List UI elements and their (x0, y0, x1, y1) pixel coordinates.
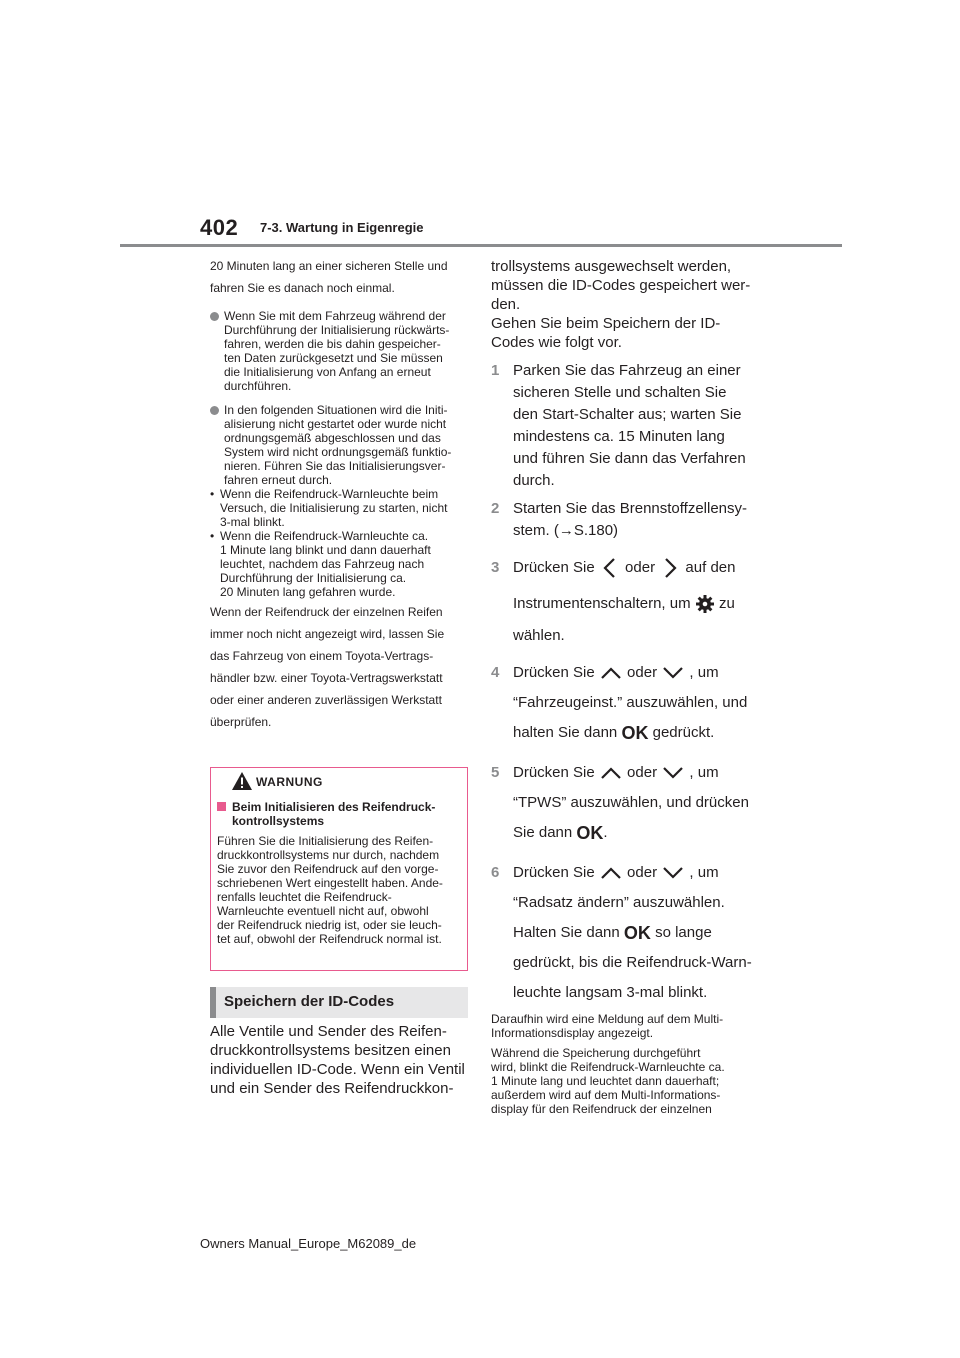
warning-body (217, 800, 463, 946)
sub-line: leuchtet, nachdem das Fahrzeug nach (220, 557, 425, 571)
warning-line: tet auf, obwohl der Reifendruck normal ist. (217, 932, 442, 946)
section-heading (210, 987, 468, 1018)
bullet-line: die Initialisierung von Anfang an erneut (224, 365, 431, 379)
header-rule (120, 244, 842, 247)
warning-line: Warnleuchte eventuell nicht auf, obwohl (217, 904, 429, 918)
square-bullet-icon (217, 802, 226, 811)
paragraph-line: und ein Sender des Reifendruckkon- (210, 1080, 454, 1097)
chevron-down-icon (661, 864, 685, 882)
bullet-icon (210, 312, 219, 321)
warning-text (217, 834, 463, 946)
sub-bullet-icon: • (210, 487, 215, 501)
step-number: 2 (491, 500, 500, 517)
step-text: zu (718, 595, 735, 612)
closing-line: das Fahrzeug von einem Toyota-Vertrags- (210, 649, 434, 663)
bullet-line: Durchführung der Initialisierung rückwärts- (224, 323, 450, 337)
intro-line: Codes wie folgt vor. (491, 334, 622, 351)
step-text: , um (689, 664, 719, 681)
intro-line: Gehen Sie beim Speichern der ID- (491, 315, 721, 332)
sub-line: Wenn die Reifendruck-Warnleuchte ca. (220, 529, 429, 543)
ok-icon: OK (621, 723, 649, 744)
paragraph-line: Alle Ventile und Sender des Reifen- (210, 1023, 447, 1040)
ok-icon: OK (623, 923, 651, 944)
right-column (491, 255, 753, 1116)
left-column (210, 255, 472, 733)
step-number: 6 (491, 864, 500, 882)
sub-bullet-icon: • (210, 529, 215, 543)
step-4 (491, 658, 753, 748)
warning-line: Führen Sie die Initialisierung des Reifen- (217, 834, 434, 848)
step-number: 5 (491, 764, 500, 782)
section-title: 7-3. Wartung in Eigenregie (260, 220, 424, 235)
step-text: gedrückt, bis die Reifendruck-Warn- (513, 954, 752, 972)
note-line: Informationsdisplay angezeigt. (491, 1026, 654, 1041)
note-line: Daraufhin wird eine Meldung auf dem Multi- (491, 1012, 724, 1027)
note-line: außerdem wird auf dem Multi-Informations- (491, 1088, 721, 1103)
note-2 (491, 1046, 753, 1116)
warning-header (211, 768, 467, 798)
step-number: 3 (491, 559, 500, 576)
bullet-line: ordnungsgemäß abgeschlossen und das (224, 431, 441, 445)
bullet-item (210, 309, 472, 393)
step-2 (491, 498, 753, 542)
chevron-left-icon (599, 556, 621, 580)
step-text: auf den (685, 559, 736, 576)
step-text: Instrumentenschaltern, um (513, 595, 691, 612)
page-number: 402 (200, 215, 239, 240)
closing-line: oder einer anderen zuverlässigen Werkstatt (210, 693, 442, 707)
sub-line: Versuch, die Initialisierung zu starten, nicht (220, 501, 448, 515)
bullet-line: alisierung nicht gestartet oder wurde nicht (224, 417, 447, 431)
note-line: 1 Minute lang und leuchtet dann dauerhaft; (491, 1074, 720, 1089)
bullet-line: nieren. Führen Sie das Initialisierungsver- (224, 459, 446, 473)
sub-line: 20 Minuten lang gefahren wurde. (220, 585, 396, 599)
step-text: oder (627, 864, 658, 882)
chevron-down-icon (661, 664, 685, 682)
intro-line: 20 Minuten lang an einer sicheren Stelle und (210, 259, 448, 273)
warning-line: renfalls leuchtet die Reifendruck- (217, 890, 392, 904)
note-1 (491, 1012, 753, 1040)
bullet-line: In den folgenden Situationen wird die Initi- (224, 403, 448, 417)
step-line: und führen Sie dann das Verfahren (513, 450, 746, 467)
warning-subtitle-line: Beim Initialisieren des Reifendruck- (232, 800, 436, 814)
chevron-up-icon (599, 864, 623, 882)
chevron-right-icon (659, 556, 681, 580)
step-line: Parken Sie das Fahrzeug an einer (513, 362, 741, 379)
warning-line: schriebenen Wert eingestellt haben. Ande- (217, 876, 443, 890)
closing-line: händler bzw. einer Toyota-Vertragswerkstatt (210, 671, 443, 685)
closing-line: immer noch nicht angezeigt wird, lassen Sie (210, 627, 445, 641)
sub-line: Durchführung der Initialisierung ca. (220, 571, 407, 585)
closing-line: Wenn der Reifendruck der einzelnen Reifen (210, 605, 443, 619)
intro-line: müssen die ID-Codes gespeichert wer- (491, 277, 751, 294)
step-5 (491, 758, 753, 848)
gear-icon (695, 594, 715, 614)
step-number: 4 (491, 664, 500, 681)
closing-paragraph (210, 601, 472, 733)
step-text: halten Sie dann (513, 724, 618, 741)
step-6 (491, 858, 753, 1008)
step-line: Starten Sie das Brennstoffzellensy- (513, 500, 748, 517)
sub-line: Wenn die Reifendruck-Warnleuchte beim (220, 487, 439, 501)
step-text: “Fahrzeugeinst.” auszuwählen, und (513, 694, 748, 711)
step-text: “Radsatz ändern” auszuwählen. (513, 894, 725, 912)
step-text: Drücken Sie (513, 864, 595, 882)
step-text: wählen. (513, 627, 565, 644)
intro-line: den. (491, 296, 521, 313)
step-text: so lange (655, 924, 712, 942)
sub-list-item (210, 529, 472, 599)
step-text: oder (627, 764, 658, 782)
warning-line: der Reifendruck niedrig ist, oder sie leuch- (217, 918, 442, 932)
step-line: sicheren Stelle und schalten Sie (513, 384, 727, 401)
step-line: den Start-Schalter aus; warten Sie (513, 406, 742, 423)
ok-icon: OK (576, 823, 604, 844)
step-line: stem. (→S.180) (513, 522, 619, 539)
heading-accent-bar (210, 987, 216, 1018)
sub-line: 3-mal blinkt. (220, 515, 285, 529)
paragraph-line: individuellen ID-Code. Wenn ein Ventil (210, 1061, 465, 1078)
heading-text: Speichern der ID-Codes (224, 993, 395, 1010)
bullet-item (210, 403, 472, 487)
warning-line: Sie zuvor den Reifendruck auf den vorge- (217, 862, 439, 876)
warning-subtitle (217, 800, 463, 828)
warning-title: WARNUNG (256, 775, 323, 789)
bullet-line: Wenn Sie mit dem Fahrzeug während der (224, 309, 446, 323)
step-text: . (603, 824, 608, 842)
step-text: Drücken Sie (513, 559, 595, 576)
intro-line: fahren Sie es danach noch einmal. (210, 281, 395, 295)
chevron-down-icon (661, 764, 685, 782)
note-line: Während die Speicherung durchgeführt (491, 1046, 701, 1061)
bullet-line: ten Daten zurückgesetzt und Sie müssen (224, 351, 443, 365)
chevron-up-icon (599, 664, 623, 682)
warning-line: druckkontrollsystems nur durch, nachdem (217, 848, 440, 862)
note-line: wird, blinkt die Reifendruck-Warnleuchte ca. (491, 1060, 725, 1075)
warning-subtitle-line: kontrollsystems (232, 814, 325, 828)
step-text: Drücken Sie (513, 764, 595, 782)
step-text: , um (689, 864, 719, 882)
step-line: mindestens ca. 15 Minuten lang (513, 428, 725, 445)
step-text: Drücken Sie (513, 664, 595, 681)
step-text: oder (627, 664, 658, 681)
warning-box (210, 767, 468, 971)
sub-line: 1 Minute lang blinkt und dann dauerhaft (220, 543, 431, 557)
step-3 (491, 552, 753, 652)
bullet-line: fahren, werden die bis dahin gespeicher- (224, 337, 441, 351)
step-1 (491, 360, 753, 492)
bullet-icon (210, 406, 219, 415)
closing-line: überprüfen. (210, 715, 272, 729)
step-text: oder (625, 559, 656, 576)
step-number: 1 (491, 362, 500, 379)
step-line: durch. (513, 472, 555, 489)
right-intro (491, 257, 753, 352)
footer-text: Owners Manual_Europe_M62089_de (200, 1236, 417, 1251)
step-text: gedrückt. (652, 724, 715, 741)
step-text: , um (689, 764, 719, 782)
step-text: “TPWS” auszuwählen, und drücken (513, 794, 749, 812)
intro-paragraph (210, 255, 472, 299)
id-codes-paragraph (210, 1022, 472, 1098)
step-text: leuchte langsam 3-mal blinkt. (513, 984, 708, 1002)
chevron-up-icon (599, 764, 623, 782)
intro-line: trollsystems ausgewechselt werden, (491, 258, 732, 275)
warning-triangle-icon (231, 771, 253, 791)
step-text: Sie dann (513, 824, 573, 842)
paragraph-line: druckkontrollsystems besitzen einen (210, 1042, 451, 1059)
bullet-line: durchführen. (224, 379, 292, 393)
bullet-line: fahren erneut durch. (224, 473, 333, 487)
step-text: Halten Sie dann (513, 924, 620, 942)
sub-list-item (210, 487, 472, 529)
note-line: display für den Reifendruck der einzelnen (491, 1102, 712, 1117)
bullet-line: System wird nicht ordnungsgemäß funktio- (224, 445, 452, 459)
